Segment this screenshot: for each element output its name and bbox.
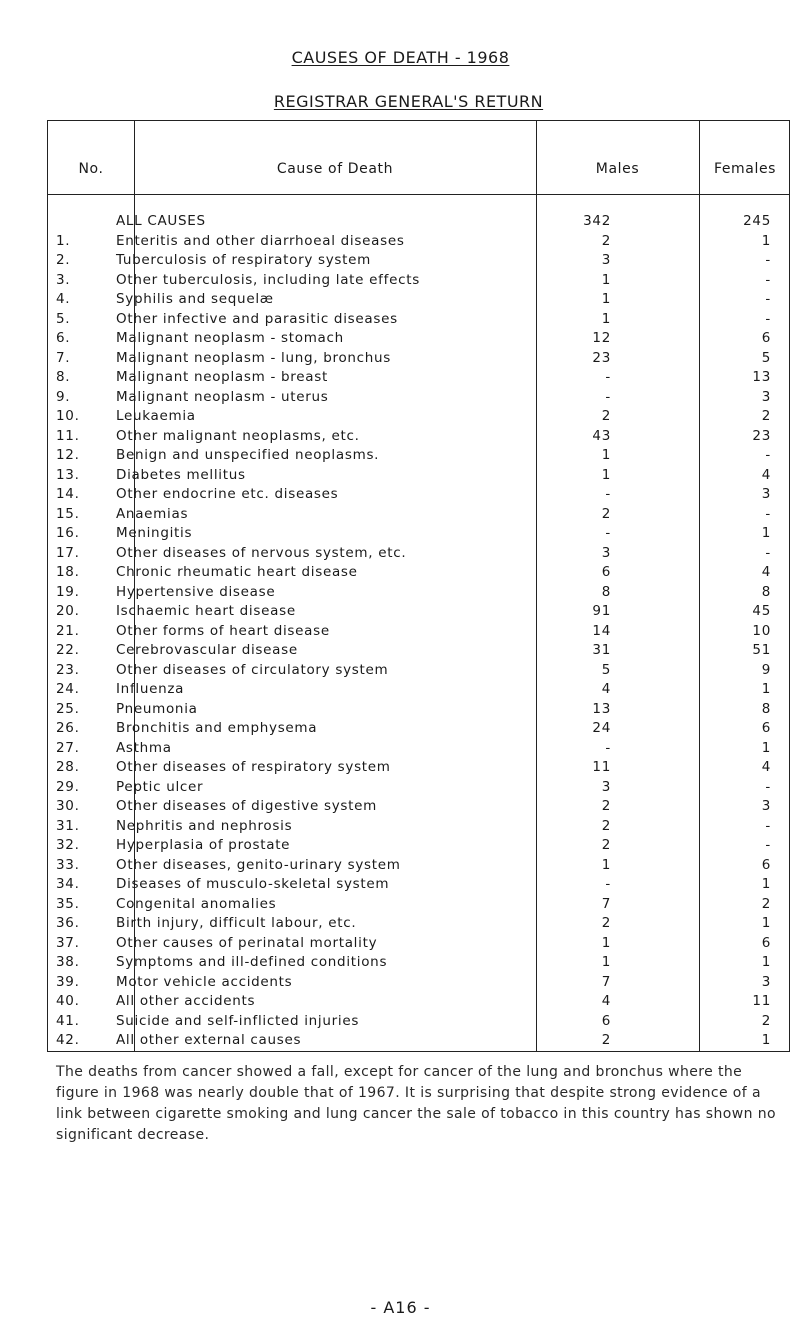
row-number: 33. <box>56 856 80 873</box>
table-row <box>48 328 791 348</box>
table-row <box>48 679 791 699</box>
table-row <box>48 504 791 524</box>
females-cell: 4 <box>761 466 771 483</box>
cause-cell: Asthma <box>116 739 172 756</box>
females-cell: 1 <box>761 232 771 249</box>
males-cell: 5 <box>601 661 611 678</box>
females-cell: 3 <box>761 486 771 502</box>
row-number: 1. <box>56 232 71 249</box>
row-number: 3. <box>56 271 71 288</box>
cause-cell: Anaemias <box>116 505 189 522</box>
males-cell: - <box>605 739 611 756</box>
males-cell: 1 <box>601 954 611 970</box>
males-cell: 8 <box>601 583 611 600</box>
row-number: 36. <box>56 915 80 931</box>
row-number: 31. <box>56 817 80 834</box>
page-number: - A16 - <box>370 1298 431 1317</box>
table-row <box>48 543 791 563</box>
cause-cell: Ischaemic heart disease <box>116 603 296 619</box>
row-number: 35. <box>56 895 80 912</box>
cause-cell: Malignant neoplasm - breast <box>116 369 328 385</box>
females-cell: 1 <box>761 915 771 931</box>
males-cell: 1 <box>601 934 611 951</box>
commentary-paragraph: The deaths from cancer showed a fall, except for cancer of the lung and bronchus where the figure in 1968 was nearly double that of 1967. It is surprising that despite strong evidence of a link between cigarette smoking and lung cancer the sale of tobacco in this country has shown no significant decrease. <box>56 1064 776 1143</box>
cause-cell: Congenital anomalies <box>116 895 277 912</box>
row-number: 30. <box>56 798 80 814</box>
row-number: 18. <box>56 564 80 580</box>
females-cell: 6 <box>761 330 771 346</box>
females-cell: 1 <box>761 739 771 756</box>
row-number: 13. <box>56 466 80 483</box>
cause-cell: Diseases of musculo-skeletal system <box>116 876 390 892</box>
table-row <box>48 582 791 602</box>
females-cell: 11 <box>752 993 771 1009</box>
table-row <box>48 601 791 621</box>
row-number: 7. <box>56 349 71 366</box>
cause-cell: All other accidents <box>116 993 256 1009</box>
table-row <box>48 699 791 719</box>
row-number: 17. <box>56 544 80 561</box>
table-row <box>48 465 791 485</box>
table-row <box>48 796 791 816</box>
row-number: 14. <box>56 486 80 502</box>
row-number: 9. <box>56 388 71 405</box>
males-cell: 3 <box>601 252 611 268</box>
males-cell: 2 <box>601 915 611 931</box>
cause-cell: Cerebrovascular disease <box>116 642 298 658</box>
cause-cell: Motor vehicle accidents <box>116 973 293 990</box>
females-cell: 6 <box>761 720 771 736</box>
females-cell: 4 <box>761 759 771 775</box>
row-number: 11. <box>56 427 80 444</box>
row-number: 23. <box>56 661 80 678</box>
females-cell: 6 <box>761 856 771 873</box>
table-row <box>48 523 791 543</box>
row-number: 16. <box>56 525 80 541</box>
table-row <box>48 367 791 387</box>
cause-cell: Hyperplasia of prostate <box>116 837 291 853</box>
table-row <box>48 1030 791 1050</box>
females-cell: 1 <box>761 1032 771 1048</box>
males-cell: 1 <box>601 466 611 483</box>
females-cell: 45 <box>752 603 771 619</box>
males-cell: 12 <box>592 330 611 346</box>
females-cell: - <box>765 837 771 853</box>
row-number: 28. <box>56 759 80 775</box>
row-number: 37. <box>56 934 80 951</box>
table-row <box>48 445 791 465</box>
females-cell: 10 <box>752 622 771 639</box>
females-cell: - <box>765 817 771 834</box>
cause-cell: Symptoms and ill-defined conditions <box>116 954 388 970</box>
cause-cell: Birth injury, difficult labour, etc. <box>116 915 357 931</box>
cause-cell: Chronic rheumatic heart disease <box>116 564 358 580</box>
males-cell: 6 <box>601 1012 611 1029</box>
cause-cell: Pneumonia <box>116 700 198 717</box>
row-number: 40. <box>56 993 80 1009</box>
causes-table <box>47 120 790 1052</box>
males-cell: 2 <box>601 408 611 424</box>
cause-cell: Other diseases of nervous system, etc. <box>116 544 407 561</box>
males-cell: 2 <box>601 837 611 853</box>
table-row <box>48 1011 791 1031</box>
table-row <box>48 874 791 894</box>
table-row <box>48 387 791 407</box>
row-number: 10. <box>56 408 80 424</box>
cause-cell: Other infective and parasitic diseases <box>116 310 398 327</box>
header-males: Males <box>595 161 640 177</box>
row-number: 24. <box>56 681 80 697</box>
cause-cell: Diabetes mellitus <box>116 466 246 483</box>
cause-cell: Other tuberculosis, including late effects <box>116 271 420 288</box>
females-cell: 2 <box>761 1012 771 1029</box>
males-cell: - <box>605 876 611 892</box>
row-number: 5. <box>56 310 71 327</box>
table-row <box>48 835 791 855</box>
females-cell: 9 <box>761 661 771 678</box>
table-row <box>48 952 791 972</box>
cause-cell: Influenza <box>116 681 185 697</box>
page-title: CAUSES OF DEATH - 1968 <box>291 48 510 67</box>
cause-cell: Peptic ulcer <box>116 778 204 795</box>
males-cell: 3 <box>601 778 611 795</box>
males-cell: 4 <box>601 993 611 1009</box>
cause-cell: Hypertensive disease <box>116 583 276 600</box>
table-row <box>48 562 791 582</box>
females-cell: 3 <box>761 388 771 405</box>
cause-cell: Other diseases of circulatory system <box>116 661 389 678</box>
cause-cell: Tuberculosis of respiratory system <box>116 252 372 268</box>
row-number: 20. <box>56 603 80 619</box>
row-number: 4. <box>56 291 71 307</box>
males-cell: 2 <box>601 817 611 834</box>
row-number: 34. <box>56 876 80 892</box>
females-cell: 5 <box>761 349 771 366</box>
row-number: 26. <box>56 720 80 736</box>
cause-cell: Malignant neoplasm - lung, bronchus <box>116 349 392 366</box>
males-cell: 2 <box>601 1032 611 1048</box>
females-cell: 2 <box>761 408 771 424</box>
cause-cell: Bronchitis and emphysema <box>116 720 318 736</box>
table-row <box>48 660 791 680</box>
males-cell: 6 <box>601 564 611 580</box>
table-row <box>48 972 791 992</box>
table-row <box>48 250 791 270</box>
table-row <box>48 757 791 777</box>
males-cell: 2 <box>601 505 611 522</box>
row-number: 39. <box>56 973 80 990</box>
cause-cell: Other diseases of digestive system <box>116 798 377 814</box>
table-row <box>48 309 791 329</box>
males-cell: 342 <box>583 213 611 229</box>
females-cell: 3 <box>761 798 771 814</box>
males-cell: 3 <box>601 544 611 561</box>
males-cell: 13 <box>592 700 611 717</box>
females-cell: 4 <box>761 564 771 580</box>
males-cell: 1 <box>601 447 611 463</box>
cause-cell: Suicide and self-inflicted injuries <box>116 1012 360 1029</box>
males-cell: - <box>605 486 611 502</box>
table-row <box>48 231 791 251</box>
table-row <box>48 348 791 368</box>
table-row <box>48 913 791 933</box>
males-cell: 31 <box>592 642 611 658</box>
cause-cell: Malignant neoplasm - uterus <box>116 388 329 405</box>
males-cell: - <box>605 369 611 385</box>
males-cell: 91 <box>592 603 611 619</box>
cause-cell: Other endocrine etc. diseases <box>116 486 339 502</box>
females-cell: - <box>765 447 771 463</box>
males-cell: 1 <box>601 310 611 327</box>
table-row <box>48 426 791 446</box>
males-cell: 7 <box>601 895 611 912</box>
males-cell: 1 <box>601 856 611 873</box>
table-row <box>48 894 791 914</box>
females-cell: - <box>765 291 771 307</box>
header-females: Females <box>713 161 777 177</box>
table-row <box>48 855 791 875</box>
row-number: 38. <box>56 954 80 970</box>
table-row <box>48 270 791 290</box>
males-cell: 24 <box>592 720 611 736</box>
females-cell: - <box>765 271 771 288</box>
females-cell: 23 <box>752 427 771 444</box>
females-cell: - <box>765 778 771 795</box>
row-number: 22. <box>56 642 80 658</box>
males-cell: 11 <box>592 759 611 775</box>
cause-cell: Other diseases of respiratory system <box>116 759 391 775</box>
males-cell: 23 <box>592 349 611 366</box>
row-number: 19. <box>56 583 80 600</box>
males-cell: - <box>605 388 611 405</box>
females-cell: 1 <box>761 681 771 697</box>
table-row <box>48 991 791 1011</box>
table-row <box>48 640 791 660</box>
cause-cell: Other diseases, genito-urinary system <box>116 856 401 873</box>
table-row-total <box>48 211 791 231</box>
males-cell: 14 <box>592 622 611 639</box>
females-cell: 2 <box>761 895 771 912</box>
males-cell: - <box>605 525 611 541</box>
row-number: 6. <box>56 330 71 346</box>
table-row <box>48 816 791 836</box>
table-row <box>48 718 791 738</box>
cause-cell: Malignant neoplasm - stomach <box>116 330 344 346</box>
row-number: 29. <box>56 778 80 795</box>
cause-cell: Other malignant neoplasms, etc. <box>116 427 360 444</box>
row-number: 12. <box>56 447 80 463</box>
row-number: 2. <box>56 252 71 268</box>
row-number: 41. <box>56 1012 80 1029</box>
table-row <box>48 738 791 758</box>
females-cell: 6 <box>761 934 771 951</box>
females-cell: - <box>765 310 771 327</box>
row-number: 15. <box>56 505 80 522</box>
females-cell: 1 <box>761 954 771 970</box>
header-cause: Cause of Death <box>276 161 394 177</box>
cause-cell: All other external causes <box>116 1032 302 1048</box>
table-row <box>48 484 791 504</box>
row-number: 25. <box>56 700 80 717</box>
males-cell: 2 <box>601 232 611 249</box>
females-cell: - <box>765 252 771 268</box>
cause-cell: Nephritis and nephrosis <box>116 817 293 834</box>
table-row <box>48 289 791 309</box>
females-cell: 13 <box>752 369 771 385</box>
males-cell: 1 <box>601 271 611 288</box>
males-cell: 43 <box>592 427 611 444</box>
females-cell: 1 <box>761 525 771 541</box>
header-divider <box>48 194 789 195</box>
cause-cell: Other causes of perinatal mortality <box>116 934 378 951</box>
females-cell: - <box>765 544 771 561</box>
row-number: 27. <box>56 739 80 756</box>
females-cell: 3 <box>761 973 771 990</box>
males-cell: 1 <box>601 291 611 307</box>
table-row <box>48 621 791 641</box>
cause-cell: Other forms of heart disease <box>116 622 330 639</box>
cause-cell: Benign and unspecified neoplasms. <box>116 447 380 463</box>
females-cell: 245 <box>743 213 771 229</box>
row-number: 42. <box>56 1032 80 1048</box>
header-no: No. <box>78 161 104 177</box>
table-row <box>48 406 791 426</box>
females-cell: 8 <box>761 583 771 600</box>
table-row <box>48 933 791 953</box>
table-row <box>48 777 791 797</box>
cause-cell: Syphilis and sequelæ <box>116 291 274 307</box>
males-cell: 2 <box>601 798 611 814</box>
females-cell: 8 <box>761 700 771 717</box>
cause-cell: ALL CAUSES <box>116 213 206 229</box>
females-cell: - <box>765 505 771 522</box>
cause-cell: Leukaemia <box>116 408 196 424</box>
females-cell: 1 <box>761 876 771 892</box>
row-number: 21. <box>56 622 80 639</box>
row-number: 8. <box>56 369 71 385</box>
females-cell: 51 <box>752 642 771 658</box>
page-subtitle: REGISTRAR GENERAL'S RETURN <box>273 92 544 111</box>
row-number: 32. <box>56 837 80 853</box>
cause-cell: Meningitis <box>116 525 193 541</box>
males-cell: 7 <box>601 973 611 990</box>
cause-cell: Enteritis and other diarrhoeal diseases <box>116 232 405 249</box>
males-cell: 4 <box>601 681 611 697</box>
